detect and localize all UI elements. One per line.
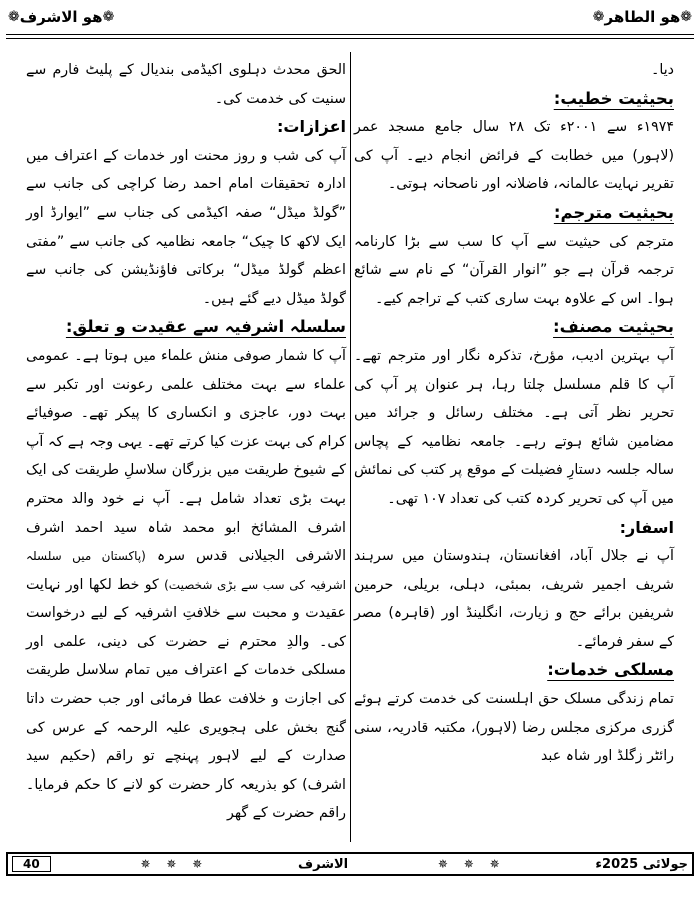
header-left-title: [8, 4, 114, 30]
page-number: 40: [12, 856, 51, 872]
header-rule: [6, 34, 694, 39]
travels-text: آپ نے جلال آباد، افغانستان، ہندوستان میں سرہند شریف اجمیر شریف، بمبئی، دہلی، بریلی، حرمین شریفین برائے حج و زیارت، انگلینڈ اور (قاہرہ) مصر کے سفر فرمائے۔: [354, 548, 674, 650]
services-text: تمام زندگی مسلک حق اہلسنت کی خدمت کرتے ہوئے گزری مرکزی مجلس رضا (لاہور)، مکتبہ قادریہ، سنی رائٹر زگلڈ اور شاہ عبد: [354, 691, 674, 765]
translator-heading: بحیثیت مترجم:: [553, 202, 674, 222]
ornament-icon: ❁: [8, 9, 20, 25]
header-left-text: ھو الاشرف: [19, 8, 103, 26]
author-heading: بحیثیت مصنف:: [553, 317, 674, 337]
ashrafia-text-part-2: کو خط لکھا اور نہایت عقیدت و محبت سے خلافتِ اشرفیہ کے لیے درخواست کی۔ والدِ محترم نے حضرت کی دینی، علمی اور مسلکی خدمات کے اعتراف میں تمام سلاسل طریقت کی اجازت و خلافت عطا فرمائی اور جب حضرت داتا گنج بخش علی ہجویری علیہ الرحمہ کے عرس کی صدارت کے لیے لاہور پہنچے تو راقم (حکیم سید اشرف) کو بذریعہ کار حضرت کو لانے کا حکم فرمایا۔ راقم حضرت کے گھر: [26, 576, 346, 822]
footer-bar: [6, 852, 694, 876]
left-column: [26, 56, 346, 828]
ashrafia-heading: سلسلہ اشرفیہ سے عقیدت و تعلق:: [65, 317, 346, 337]
ornament-icon: ❁: [680, 9, 692, 25]
star-ornament-icon: ✵ ✵ ✵: [140, 857, 209, 871]
services-heading: مسلکی خدمات:: [547, 660, 674, 680]
header-right-text: ھو الطاھر: [604, 8, 681, 26]
awards-heading: اعزازات:: [276, 117, 346, 137]
footer-date: جولائی 2025ء: [595, 856, 688, 872]
author-text: آپ بہترین ادیب، مؤرخ، تذکرہ نگار اور مترجم تھے۔ آپ کا قلم مسلسل چلتا رہا، ہر عنوان پر آپ کی تحریر نظر آتی ہے۔ مختلف رسائل و جرائد میں مضامین شائع ہوتے رہے۔ جامعہ نظامیہ کے پچاس سالہ جلسہ دستارِ فضیلت کے موقع پر کتب کی نمائش میں آپ کی تحریر کردہ کتب کی تعداد ۱۰۷ تھی۔: [354, 347, 674, 507]
awards-text: آپ کی شب و روز محنت اور خدمات کے اعتراف میں ادارہ تحقیقات امام احمد رضا کراچی کی جانب سے ”گولڈ میڈل“ صفہ اکیڈمی کی جناب سے ”ایوارڈ اور ایک لاکھ کا چیک“ جامعہ نظامیہ کی جانب سے ”مفتی اعظم گولڈ میڈل“ برکاتی فاؤنڈیشن کی جانب سے گولڈ میڈل دیے گئے ہیں۔: [26, 147, 346, 307]
travels-heading: اسفار:: [619, 517, 674, 537]
header-right-title: [593, 4, 692, 30]
khateeb-text: ۱۹۷۴ء سے ۲۰۰۱ء تک ۲۸ سال جامع مسجد عمر (لاہور) میں خطابت کے فرائض انجام دیے۔ آپ کی تقریر نہایت عالمانہ، فاضلانہ اور ناصحانہ ہوتی۔: [354, 119, 674, 193]
intro-fragment: دیا۔: [651, 62, 674, 78]
right-column: [354, 56, 674, 771]
star-ornament-icon: ✵ ✵ ✵: [437, 857, 506, 871]
khateeb-heading: بحیثیت خطیب:: [553, 88, 674, 108]
ashrafia-text: [26, 342, 346, 828]
footer-magazine-name: الاشرف: [298, 856, 349, 872]
left-intro-text: الحق محدث دہلوی اکیڈمی بندیال کے پلیٹ فارم سے سنیت کی خدمت کی۔: [26, 62, 346, 107]
column-divider: [350, 52, 351, 842]
translator-text: مترجم کی حیثیت سے آپ کا سب سے بڑا کارنامہ ترجمہ قرآن ہے جو ”انوار القرآن“ کے نام سے شائع ہوا۔ اس کے علاوہ بہت ساری کتب کے تراجم کیے۔: [354, 233, 674, 307]
ashrafia-text-part-1: آپ کا شمار صوفی منش علماء میں ہوتا ہے۔ عمومی علماء سے بہت مختلف علمی رعونت اور تکبر سے بہت دور، عاجزی و انکساری کا پیکر تھے۔ صوفیائے کرام کی بہت عزت کیا کرتے تھے۔ یہی وجہ ہے کہ آپ کے شیوخ طریقت میں بزرگان سلاسلِ طریقت کی ایک بہت بڑی تعداد شامل ہے۔ آپ نے خود والد محترم اشرف المشائخ ابو محمد شاہ سید احمد اشرف الاشرفی الجیلانی قدس سرہ: [26, 347, 347, 565]
ornament-icon: ❁: [592, 9, 605, 25]
ornament-icon: ❁: [102, 9, 115, 25]
ashrafia-note: (پاکستان میں سلسلہ اشرفیہ کی سب سے بڑی شخصیت): [26, 549, 346, 592]
